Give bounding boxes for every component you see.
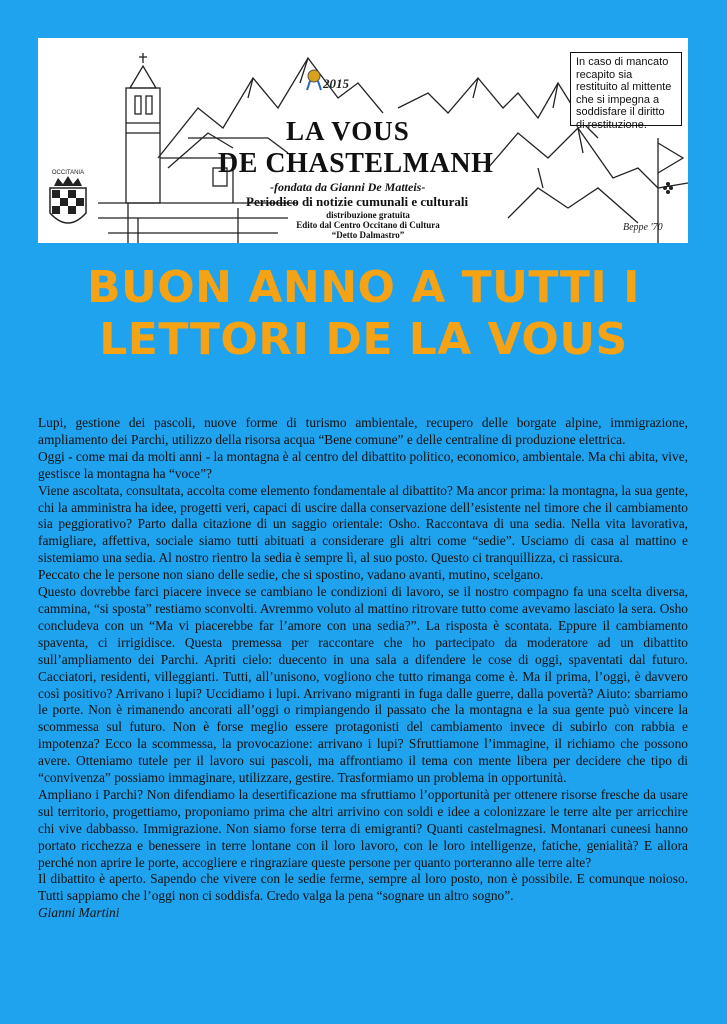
headline <box>0 262 727 366</box>
headline-line2: LETTORI DE LA VOUS <box>99 314 628 365</box>
masthead-founded-by: -fondata da Gianni De Matteis- <box>270 180 426 194</box>
masthead-distribution: distribuzione gratuita <box>326 210 410 220</box>
article-body <box>38 415 688 922</box>
return-notice-box: In caso di mancato recapito sia restituito al mittente che si impegna a soddisfare il diritto di restituzione. <box>570 52 682 126</box>
masthead <box>38 38 688 243</box>
coat-of-arms-icon <box>50 170 86 223</box>
article-paragraph: Lupi, gestione dei pascoli, nuove forme di turismo ambientale, recupero delle borgate alpine, immigrazione, ampliamento dei Parchi, utilizzo della risorsa acqua “Bene comune” e delle centraline di produzione elettrica. <box>38 415 688 447</box>
article-paragraph: Peccato che le persone non siano delle sedie, che si spostino, vadano avanti, mutino, scelgano. <box>38 567 544 583</box>
article-author: Gianni Martini <box>38 905 120 921</box>
article-paragraph: Questo dovrebbe farci piacere invece se cambiano le condizioni di lavoro, se il nostro compagno fa una scelta diversa, cammina, “si sposta” restiamo sconvolti. Avremmo voluto al mattino ritrovare tutto come avevamo lasciato la sera. Osho concludeva con un “Ma vi piacerebbe far l’amore con una sedia?”. La risposta è scontata. Eppure il cambiamento spaventa, ci irrigidisce. Questa premessa per raccontare che ho partecipato da moderatore ad un dibattito sull’ampliamento dei Parchi. Apriti cielo: duecento in una sala a difendere le cose di oggi, spaventati dal futuro. Cacciatori, residenti, villeggianti. Tutti, all’unisono, vogliono che tutto rimanga come è. Ma il prima, l’oggi, è davvero così positivo? Arrivano i lupi? Uccidiamo i lupi. Arrivano migranti in fuga dalle guerre, dalla povertà? Aiuto: sbarriamo le porte. Non è rimanendo ancorati all’oggi o rimpiangendo il passato che la montagna e la sua gente può vincere la scommessa sul futuro. Non è forse meglio essere protagonisti del cambiamento invece di subirlo con rabbia e impotenza? Ecco la scommessa, la provocazione: arrivano i lupi? Sfruttiamone l’immagine, il richiamo che possono avere. Otteniamo tutele per il lavoro sui pascoli, ma affrontiamo il tema con mente libera per decidere che tipo di “convivenza” possiamo immaginare, utilizzare, gestire. Trasformiamo un problema in opportunità. <box>38 584 688 786</box>
headline-line1: BUON ANNO A TUTTI I <box>87 262 640 313</box>
masthead-title-line2: DE CHASTELMANH <box>218 148 494 179</box>
masthead-publisher-name: “Detto Dalmastro” <box>331 230 405 240</box>
masthead-publisher: Edito dal Centro Occitano di Cultura <box>296 220 440 230</box>
masthead-signature: Beppe '70 <box>623 222 663 233</box>
article-paragraph: Oggi - come mai da molti anni - la montagna è al centro del dibattito politico, economico, ambientale. Ma chi abita, vive, gestisce la montagna ha “voce”? <box>38 448 688 481</box>
masthead-subtitle: Periodico di notizie cumunali e culturali <box>246 194 469 209</box>
svg-text:OCCITANIA: OCCITANIA <box>51 170 85 176</box>
masthead-title-line1: LA VOUS <box>286 116 410 146</box>
article-paragraph: Il dibattito è aperto. Sapendo che vivere con le sedie ferme, sempre al loro posto, non è possibile. E comunque noioso. Tutti sappiamo che l’oggi non ci soddisfa. Credo valga la pena “sognare un altro sogno”. <box>38 871 688 904</box>
article-paragraph: Viene ascoltata, consultata, accolta come elemento fondamentale al dibattito? Ma ancor prima: la montagna, la sua gente, chi la amministra ha idee, progetti veri, capaci di uscire dalla conservazione dell’esistente nel timore che il cambiamento sia peggiorativo? Parto dalla citazione di un saggio orientale: Osho. Raccontava di una sedia. Nella vita lavorativa, famigliare, affettiva, sociale siamo tutti abituati a considerare gli altri come “sedie”. Usciamo di casa al mattino e sistemiamo una sedia. Al nostro rientro la sedia è sempre lì, al suo posto. Questo ci tranquillizza, ci rassicura. <box>38 482 688 566</box>
masthead-year: 2015 <box>323 76 349 91</box>
article-paragraph: Ampliano i Parchi? Non difendiamo la desertificazione ma sfruttiamo l’opportunità per ottenere risorse fresche da usare sul territorio, progettiamo, proponiamo prima che altri arrivino con soldi e idee a colonizzare le terre alte per arricchire chi vive dabbasso. Immigrazione. Non siamo forse terra di emigranti? Quanti castelmagnesi. Montanari cuneesi hanno portato ricchezza e benessere in terre lontane con il loro lavoro, con le loro intelligenze, fatiche, genialità? E allora perché non aprire le porte, accogliere e ringraziare queste persone per quanto porteranno alle terre alte? <box>38 786 688 870</box>
